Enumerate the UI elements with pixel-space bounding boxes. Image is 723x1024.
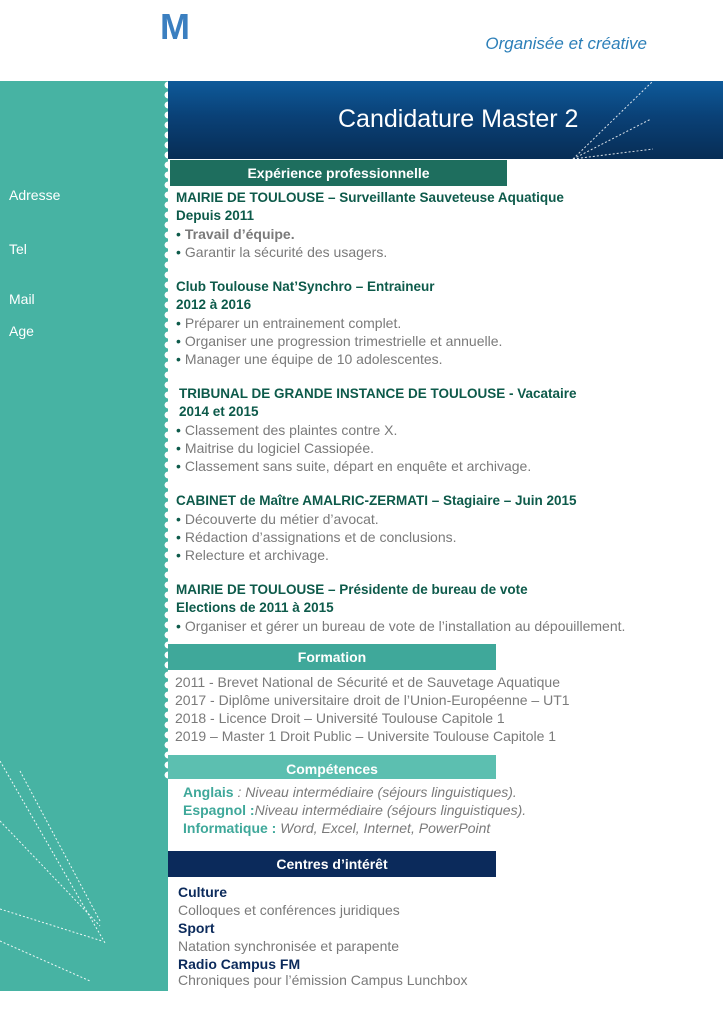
- sidebar-label-adresse: Adresse: [9, 187, 61, 203]
- job-3-bullet-2: [176, 440, 374, 456]
- job-4-bullet-3: [176, 547, 329, 563]
- bullet-text: Classement des plaintes contre X.: [184, 422, 398, 438]
- job-2-bullet-3: [176, 351, 443, 367]
- job-1-bullet-2: [176, 244, 387, 260]
- tagline: Organisée et créative: [485, 34, 647, 53]
- interet-heading: Radio Campus FM: [178, 956, 301, 972]
- competence-key: Anglais: [183, 784, 234, 800]
- banner-decoration: [563, 81, 723, 159]
- interet-text: Chroniques pour l’émission Campus Lunchbox: [178, 972, 468, 988]
- job-3-title: TRIBUNAL DE GRANDE INSTANCE DE TOULOUSE - Vacataire: [179, 386, 577, 401]
- section-interets-header: Centres d’intérêt: [168, 851, 496, 877]
- bullet-text: Manager une équipe de 10 adolescentes.: [184, 351, 443, 367]
- formation-item: 2018 - Licence Droit – Université Toulouse Capitole 1: [175, 710, 505, 726]
- bullet-text: Travail d’équipe.: [184, 226, 295, 242]
- sidebar-label-age: Age: [9, 323, 34, 339]
- job-4-bullet-2: [176, 529, 457, 545]
- interet-heading: Culture: [178, 884, 227, 900]
- sidebar-label-tel: Tel: [9, 241, 27, 257]
- job-4-title: CABINET de Maître AMALRIC-ZERMATI – Stagiaire – Juin 2015: [176, 493, 577, 508]
- job-2-bullet-1: [176, 315, 401, 331]
- competence-row: [183, 784, 517, 800]
- competence-key: Informatique: [183, 820, 268, 836]
- bullet-text: Organiser une progression trimestrielle et annuelle.: [184, 333, 503, 349]
- section-competences-header: Compétences: [168, 755, 496, 779]
- sidebar-decoration: [0, 761, 168, 991]
- bullet-text: Maitrise du logiciel Cassiopée.: [184, 440, 374, 456]
- banner-title: Candidature Master 2: [338, 105, 579, 133]
- job-5-period: Elections de 2011 à 2015: [176, 600, 334, 615]
- bullet-text: Relecture et archivage.: [184, 547, 329, 563]
- job-1-period: Depuis 2011: [176, 208, 255, 223]
- competence-value: Niveau intermédiaire (séjours linguistiques).: [254, 802, 527, 818]
- job-2-title: Club Toulouse Nat’Synchro – Entraineur: [176, 279, 435, 294]
- interet-text-clip: [178, 972, 578, 988]
- title-banner: [168, 81, 723, 159]
- bullet-text: Garantir la sécurité des usagers.: [184, 244, 388, 260]
- job-2-period: 2012 à 2016: [176, 297, 252, 312]
- bullet-text: Organiser et gérer un bureau de vote de l’installation au dépouillement.: [184, 618, 626, 634]
- formation-item: 2011 - Brevet National de Sécurité et de Sauvetage Aquatique: [175, 674, 561, 690]
- bullet-text: Découverte du métier d’avocat.: [184, 511, 379, 527]
- section-formation-header: Formation: [168, 644, 496, 670]
- interet-heading: Sport: [178, 920, 215, 936]
- formation-item: 2019 – Master 1 Droit Public – Universite Toulouse Capitole 1: [175, 728, 557, 744]
- competence-row: [183, 820, 490, 836]
- bullet-text: Rédaction d’assignations et de conclusions.: [184, 529, 457, 545]
- competence-value: Niveau intermédiaire (séjours linguistiques).: [245, 784, 517, 800]
- bullet-text: Préparer un entrainement complet.: [184, 315, 402, 331]
- competence-key: Espagnol: [183, 802, 247, 818]
- job-3-bullet-3: [176, 458, 531, 474]
- job-2-bullet-2: [176, 333, 502, 349]
- interet-text: Colloques et conférences juridiques: [178, 902, 400, 918]
- sidebar-label-mail: Mail: [9, 291, 35, 307]
- formation-item: 2017 - Diplôme universitaire droit de l’Union-Européenne – UT1: [175, 692, 570, 708]
- interet-text: Natation synchronisée et parapente: [178, 938, 400, 954]
- section-experience-header: Expérience professionnelle: [170, 160, 507, 186]
- job-4-bullet-1: [176, 511, 379, 527]
- logo: M: [160, 6, 191, 47]
- competence-sep: :: [267, 820, 281, 836]
- job-3-bullet-1: [176, 422, 397, 438]
- sidebar: [0, 81, 168, 991]
- job-1-bullet-1: [176, 226, 295, 242]
- competence-value: Word, Excel, Internet, PowerPoint: [280, 820, 491, 836]
- job-1-title: MAIRIE DE TOULOUSE – Surveillante Sauveteuse Aquatique: [176, 190, 564, 205]
- competence-sep: :: [233, 784, 246, 800]
- job-5-bullet-1: [176, 618, 625, 634]
- job-3-period: 2014 et 2015: [179, 404, 259, 419]
- bullet-text: Classement sans suite, départ en enquête et archivage.: [184, 458, 532, 474]
- competence-sep: :: [246, 802, 255, 818]
- job-5-title: MAIRIE DE TOULOUSE – Présidente de bureau de vote: [176, 582, 528, 597]
- competence-row: [183, 802, 526, 818]
